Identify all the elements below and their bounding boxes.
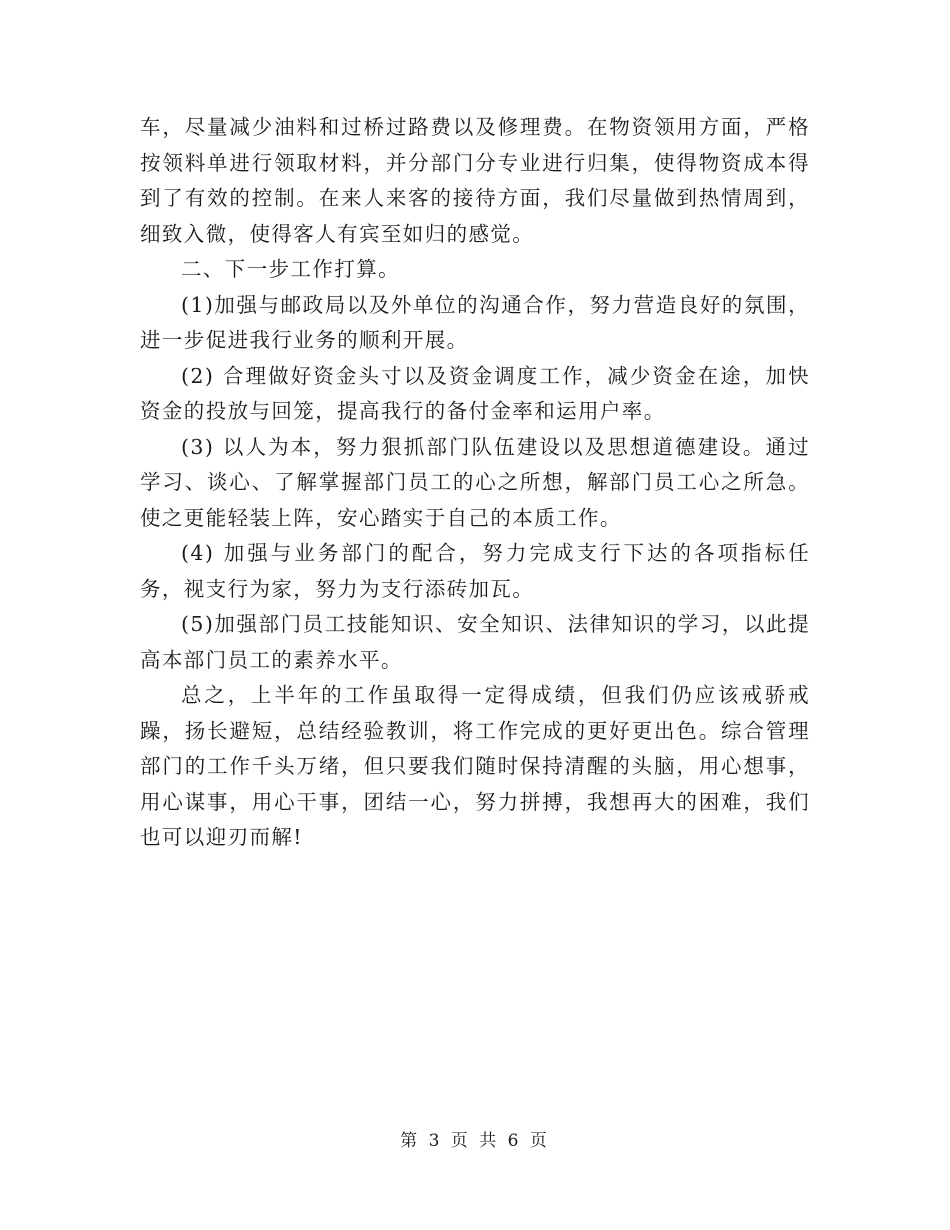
- list-item-5: (5)加强部门员工技能知识、安全知识、法律知识的学习，以此提高本部门员工的素养水平。: [140, 612, 810, 672]
- list-item-4: (4) 加强与业务部门的配合，努力完成支行下达的各项指标任务，视支行为家，努力为支行添砖加瓦。: [140, 541, 810, 601]
- paragraph-conclusion: 总之，上半年的工作虽取得一定得成绩，但我们仍应该戒骄戒躁，扬长避短，总结经验教训，将工作完成的更好更出色。综合管理部门的工作千头万绪，但只要我们随时保持清醒的头脑，用心想事，用心谋事，用心干事，团结一心，努力拼搏，我想再大的困难，我们也可以迎刃而解!: [140, 683, 810, 849]
- list-item-2: (2) 合理做好资金头寸以及资金调度工作，减少资金在途，加快资金的投放与回笼，提高我行的备付金率和运用户率。: [140, 363, 810, 423]
- list-item-1: (1)加强与邮政局以及外单位的沟通合作，努力营造良好的氛围，进一步促进我行业务的顺利开展。: [140, 292, 810, 352]
- page-number-footer: 第 3 页 共 6 页: [400, 1131, 550, 1151]
- document-body: [140, 110, 810, 856]
- paragraph-continuation: 车，尽量减少油料和过桥过路费以及修理费。在物资领用方面，严格按领料单进行领取材料，并分部门分专业进行归集，使得物资成本得到了有效的控制。在来人来客的接待方面，我们尽量做到热情周到，细致入微，使得客人有宾至如归的感觉。: [140, 115, 810, 246]
- list-item-3: (3) 以人为本，努力狠抓部门队伍建设以及思想道德建设。通过学习、谈心、了解掌握部门员工的心之所想，解部门员工心之所急。使之更能轻装上阵，安心踏实于自己的本质工作。: [140, 434, 810, 530]
- section-heading-next-steps: 二、下一步工作打算。: [181, 257, 400, 281]
